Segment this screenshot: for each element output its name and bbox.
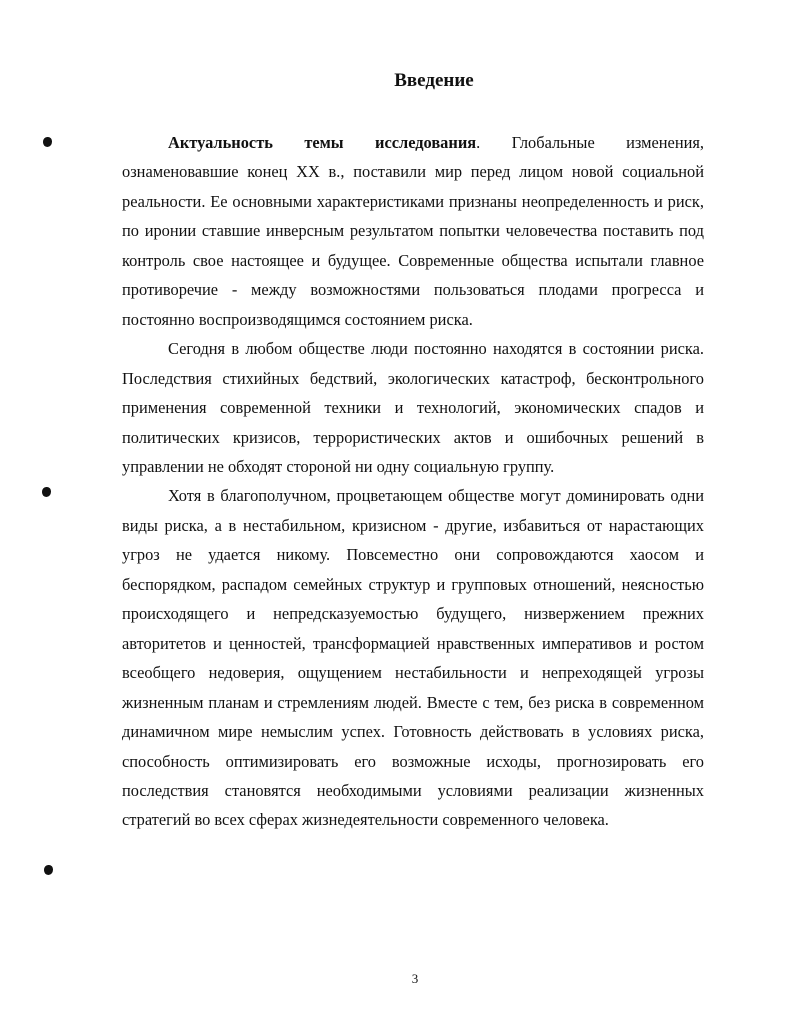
paragraph-relevance bbox=[122, 128, 704, 334]
paragraph-text: . Глобальные изменения, ознаменовавшие конец XX в., поставили мир перед лицом новой социальной реальности. Ее основными характеристиками признаны неопределенность и риск, по иронии ставшие инверсным результатом попытки человечества поставить под контроль свое настоящее и будущее. Современные общества испытали главное противоречие - между возможностями пользоваться плодами прогресса и постоянно воспроизводящимся состоянием риска. bbox=[122, 133, 704, 329]
document-body bbox=[122, 128, 704, 835]
binder-hole-mark bbox=[43, 137, 52, 147]
page-number: 3 bbox=[411, 971, 419, 986]
paragraph-lead-heading: Актуальность темы исследования bbox=[168, 133, 477, 152]
paragraph-risk-society: Хотя в благополучном, процветающем обществе могут доминировать одни виды риска, а в нестабильном, кризисном - другие, избавиться от нарастающих угроз не удается никому. Повсеместно они сопровождаются хаосом и беспорядком, распадом семейных структур и групповых отношений, неясностью происходящего и непредсказуемостью будущего, низвержением прежних авторитетов и ценностей, трансформацией нравственных императивов и ростом всеобщего недоверия, ощущением нестабильности и непреходящей угрозы жизненным планам и стремлениям людей. Вместе с тем, без риска в современном динамичном мире немыслим успех. Готовность действовать в условиях риска, способность оптимизировать его возможные исходы, прогнозировать его последствия становятся необходимыми условиями реализации жизненных стратегий во всех сферах жизнедеятельности современного человека. bbox=[122, 486, 704, 830]
binder-hole-mark bbox=[42, 487, 51, 497]
page-title: Введение bbox=[394, 70, 474, 91]
binder-hole-mark bbox=[44, 865, 53, 875]
paragraph-risk-today: Сегодня в любом обществе люди постоянно находятся в состоянии риска. Последствия стихийных бедствий, экологических катастроф, бесконтрольного применения современной техники и технологий, экономических спадов и политических кризисов, террористических актов и ошибочных решений в управлении не обходят стороной ни одну социальную группу. bbox=[122, 339, 704, 476]
